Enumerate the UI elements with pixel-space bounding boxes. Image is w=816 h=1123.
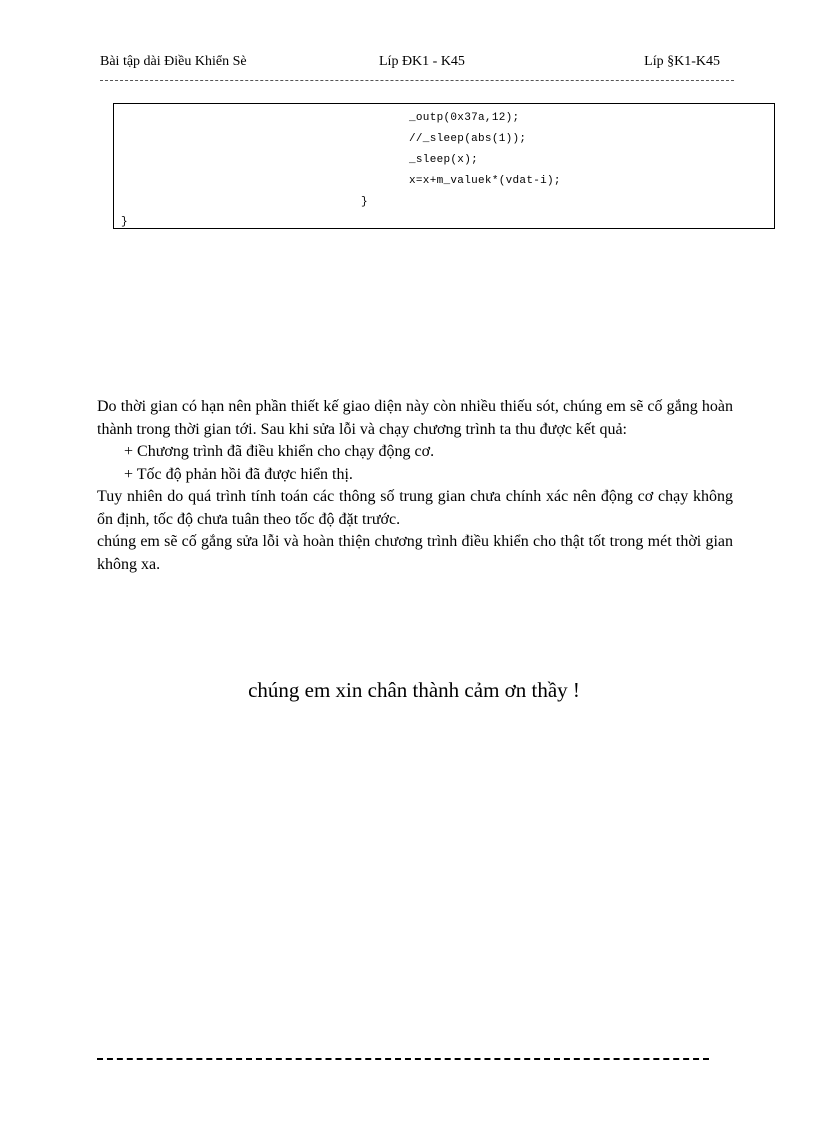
header-divider — [100, 80, 734, 81]
code-line: } — [361, 196, 368, 208]
paragraph: Tuy nhiên do quá trình tính toán các thông số trung gian chưa chính xác nên động cơ chạy không ổn định, tốc độ chưa tuân theo tốc độ đặt trước. — [97, 488, 733, 528]
result-item: + Tốc độ phản hồi đã được hiển thị. — [124, 465, 353, 483]
code-line: } — [121, 216, 128, 228]
header-class-name: Líp ĐK1 - K45 — [379, 54, 465, 69]
code-block — [113, 103, 775, 229]
code-line: _outp(0x37a,12); — [409, 112, 520, 124]
result-item: + Chương trình đã điều khiển cho chạy động cơ. — [124, 443, 435, 460]
code-line: x=x+m_valuek*(vdat-i); — [409, 175, 561, 187]
paragraph: chúng em sẽ cố gắng sửa lỗi và hoàn thiện chương trình điều khiển cho thật tốt trong mét thời gian không xa. — [97, 533, 733, 573]
code-line: _sleep(x); — [409, 154, 479, 166]
body-text — [97, 396, 733, 576]
thank-you-line: chúng em xin chân thành cảm ơn thầy ! — [248, 678, 580, 702]
code-line: //_sleep(abs(1)); — [409, 133, 527, 145]
page-header — [100, 52, 720, 72]
footer-divider — [97, 1058, 709, 1060]
header-class-code: Líp §K1-K45 — [644, 54, 720, 69]
paragraph: Do thời gian có hạn nên phần thiết kế giao diện này còn nhiều thiếu sót, chúng em sẽ cố gắng hoàn thành trong thời gian tới. Sau khi sửa lỗi và chạy chương trình ta thu được kết quả: — [97, 398, 733, 438]
header-course-title: Bài tập dài Điều Khiển Sè — [100, 54, 247, 69]
